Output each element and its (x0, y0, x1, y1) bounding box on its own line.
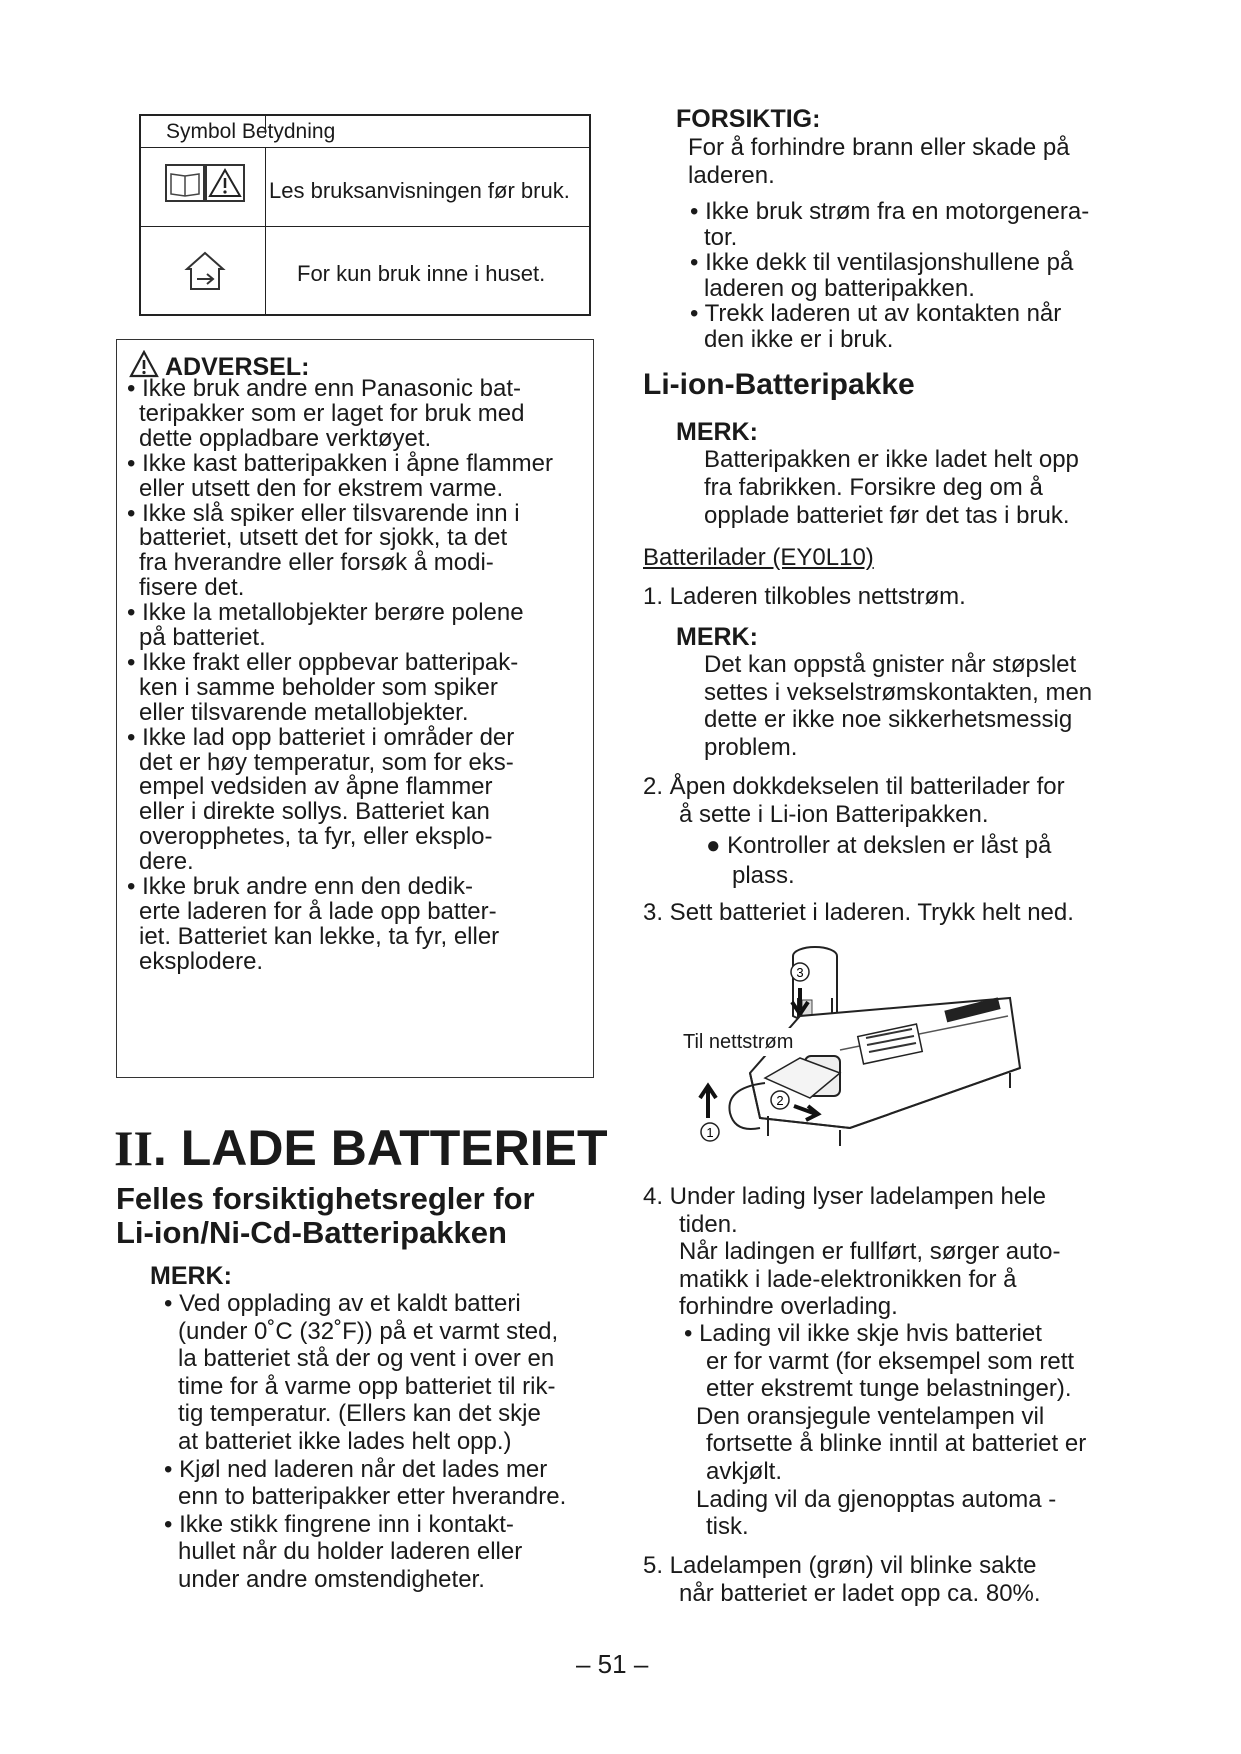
warning-line: fra hverandre eller forsøk å modi- (139, 549, 494, 577)
read-manual-icon (165, 164, 245, 204)
section-note-line: at batteriet ikke lades helt opp.) (178, 1428, 512, 1455)
section-title: . LADE BATTERIET (152, 1120, 608, 1176)
symbol-row2-text: For kun bruk inne i huset. (297, 261, 546, 286)
arrow-up-icon (700, 1086, 716, 1118)
warning-line: • Ikke la metallobjekter berøre polene (127, 599, 524, 627)
svg-text:1: 1 (706, 1125, 714, 1140)
section-numeral: II (114, 1120, 153, 1176)
step4-bullet-line: etter ekstremt tunge belastninger). (706, 1375, 1072, 1403)
step2-bullet-line: plass. (732, 862, 795, 889)
step-3: 3. Sett batteriet i laderen. Trykk helt ned. (643, 899, 1074, 926)
step4-bullet-line: er for varmt (for eksempel som rett (706, 1347, 1075, 1375)
section-note-line: under andre omstendigheter. (178, 1566, 485, 1593)
section-heading (114, 1120, 608, 1176)
section-note-line: la batteriet stå der og vent i over en (178, 1345, 555, 1373)
liion-note-line: fra fabrikken. Forsikre deg om å (704, 474, 1043, 501)
liion-note-line: opplade batteriet før det tas i bruk. (704, 502, 1070, 529)
warning-icon (129, 350, 159, 378)
step4-bullet-line: tisk. (706, 1513, 749, 1541)
warning-line: teripakker som er laget for bruk med (139, 399, 525, 427)
step1-note-label: MERK: (676, 623, 758, 651)
caution-line: • Ikke dekk til ventilasjonshullene på (690, 249, 1074, 277)
warning-line: • Ikke bruk andre enn Panasonic bat- (127, 375, 521, 402)
warning-line: • Ikke bruk andre enn den dedik- (127, 873, 473, 900)
warning-line: batteriet, utsett det for sjokk, ta det (139, 524, 508, 552)
section-note-line: tig temperatur. (Ellers kan det skje (178, 1400, 541, 1428)
caution-line: laderen og batteripakken. (704, 274, 975, 302)
warning-title: ADVERSEL: (165, 353, 310, 381)
liion-note-label: MERK: (676, 418, 758, 446)
step2-line: å sette i Li-ion Batteripakken. (679, 801, 989, 828)
warning-line: empel vedsiden av åpne flammer (139, 773, 493, 801)
warning-line: • Ikke slå spiker eller tilsvarende inn i (127, 499, 520, 527)
step4-bullet-line: Lading vil da gjenopptas automa - (696, 1485, 1057, 1513)
charger-link[interactable]: Batterilader (EY0L10) (643, 544, 874, 571)
section-note-line: enn to batteripakker etter hverandre. (178, 1483, 567, 1511)
warning-line: eller i direkte sollys. Batteriet kan (139, 798, 490, 826)
warning-line: iet. Batteriet kan lekke, ta fyr, eller (139, 922, 500, 950)
warning-line: ken i samme beholder som spiker (139, 673, 498, 701)
step4-line: Når ladingen er fullført, sørger auto- (679, 1238, 1061, 1265)
step4-line: matikk i lade-elektronikken for å (679, 1265, 1017, 1293)
section-note-line: (under 0˚C (32˚F)) på et varmt sted, (178, 1317, 559, 1345)
indoor-use-icon (183, 249, 227, 293)
step2-line: 2. Åpen dokkdekselen til batterilader for (643, 773, 1065, 800)
figure-label: Til nettstrøm (683, 1028, 793, 1056)
section-note-line: • Ved opplading av et kaldt batteri (164, 1290, 521, 1317)
svg-text:2: 2 (776, 1093, 784, 1108)
step1-note-line: problem. (704, 733, 798, 761)
section-sub1: Felles forsiktighetsregler for (116, 1181, 535, 1216)
svg-text:3: 3 (796, 965, 804, 980)
step4-bullet-line: fortsette å blinke inntil at batteriet er (706, 1430, 1087, 1458)
charger-icon (750, 997, 1020, 1146)
step4-bullet-line: • Lading vil ikke skje hvis batteriet (684, 1320, 1042, 1347)
warning-line: erte laderen for å lade opp batter- (139, 897, 497, 925)
caution-intro-line: laderen. (688, 162, 775, 189)
step4-bullet-line: Den oransjegule ventelampen vil (696, 1402, 1045, 1430)
caution-line: • Ikke bruk strøm fra en motorgenera- (690, 198, 1090, 225)
section-note-line: • Kjøl ned laderen når det lades mer (164, 1455, 548, 1483)
caution-line: • Trekk laderen ut av kontakten når (690, 300, 1062, 328)
warning-line: • Ikke lad opp batteriet i områder der (127, 723, 515, 751)
warning-line: det er høy temperatur, som for eks- (139, 748, 514, 776)
section-note-line: hullet når du holder laderen eller (178, 1538, 523, 1566)
warning-line: eksplodere. (139, 947, 264, 975)
step5-line: når batteriet er ladet opp ca. 80%. (679, 1580, 1041, 1607)
warning-line: dette oppladbare verktøyet. (139, 424, 432, 452)
section-sub2: Li-ion/Ni-Cd-Batteripakken (116, 1215, 507, 1250)
warning-line: eller tilsvarende metallobjekter. (139, 698, 469, 726)
step-1: 1. Laderen tilkobles nettstrøm. (643, 583, 966, 610)
caution-line: tor. (704, 223, 738, 251)
section-note-line: time for å varme opp batteriet til rik- (178, 1372, 556, 1400)
page-number: – 51 – (576, 1649, 649, 1679)
warning-line: fisere det. (139, 574, 245, 602)
symbol-row1-text: Les bruksanvisningen før bruk. (269, 178, 570, 203)
step4-line: 4. Under lading lyser ladelampen hele (643, 1183, 1046, 1210)
step2-bullet-line: ● Kontroller at dekslen er låst på (706, 832, 1052, 859)
caution-intro-line: For å forhindre brann eller skade på (688, 134, 1070, 161)
step4-line: forhindre overlading. (679, 1293, 898, 1320)
warning-box (116, 339, 594, 1078)
warning-line: • Ikke frakt eller oppbevar batteripak- (127, 648, 519, 676)
step4-bullet-line: avkjølt. (706, 1458, 783, 1485)
warning-line: eller utsett den for ekstrem varme. (139, 474, 504, 502)
warning-line: på batteriet. (139, 624, 266, 651)
step1-note-line: Det kan oppstå gnister når støpslet (704, 651, 1077, 678)
caution-line: den ikke er i bruk. (704, 326, 894, 353)
warning-line: overopphetes, ta fyr, eller eksplo- (139, 823, 493, 851)
liion-heading: Li-ion-Batteripakke (643, 368, 915, 401)
step4-line: tiden. (679, 1210, 738, 1238)
step1-note-line: settes i vekselstrømskontakten, men (704, 678, 1093, 706)
liion-note-line: Batteripakken er ikke ladet helt opp (704, 446, 1079, 473)
symbol-table-header: Symbol Betydning (166, 120, 336, 143)
section-note-line: • Ikke stikk fingrene inn i kontakt- (164, 1510, 514, 1538)
symbol-table (139, 114, 591, 316)
warning-line: • Ikke kast batteripakken i åpne flammer (127, 449, 553, 477)
caution-title: FORSIKTIG: (676, 105, 821, 133)
step1-note-line: dette er ikke noe sikkerhetsmessig (704, 706, 1073, 733)
warning-line: dere. (139, 848, 194, 876)
step5-line: 5. Ladelampen (grøn) vil blinke sakte (643, 1552, 1037, 1579)
section-note-label: MERK: (150, 1262, 232, 1290)
